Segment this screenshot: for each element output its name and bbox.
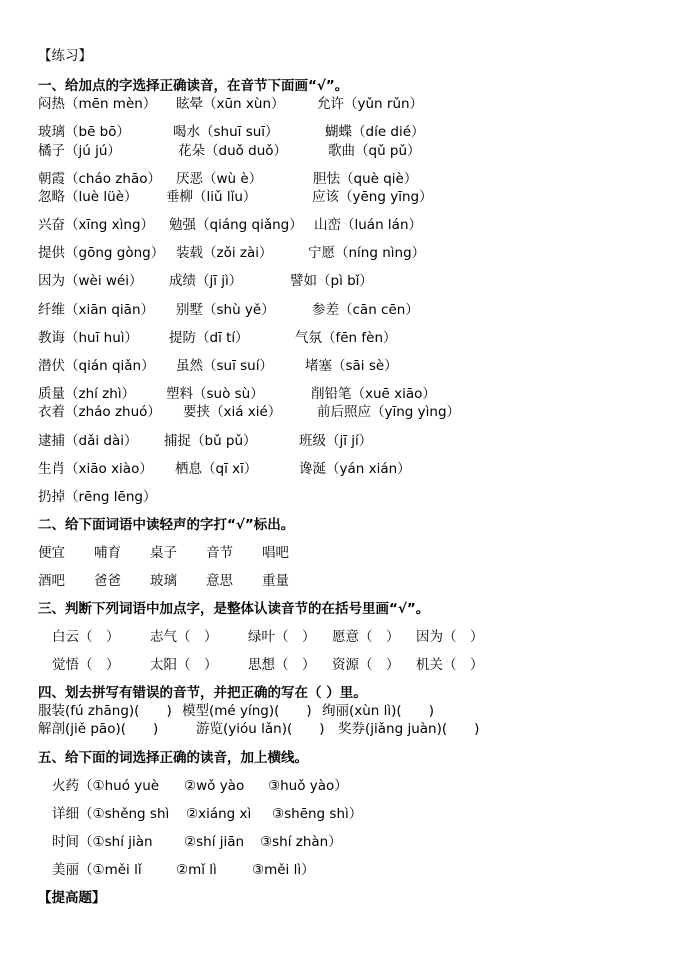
q1-item: 纤维（xiān qiān）	[38, 302, 155, 318]
q2-word: 便宜	[38, 545, 65, 561]
q3-item: 机关（ ）	[416, 657, 484, 673]
q1-item: 花朵（duǒ duǒ）	[178, 143, 288, 159]
q1-item: 要挟（xiá xié）	[183, 404, 282, 420]
q2-word: 音节	[206, 545, 233, 561]
q1-item: 蝴蝶（díe dié）	[325, 124, 425, 140]
q3-item: 太阳（ ）	[150, 657, 218, 673]
q3-item: 资源（ ）	[332, 657, 400, 673]
q1-item: 逮捕（dǎi dài）	[38, 433, 138, 449]
q1-item: 虽然（suī suí）	[176, 358, 273, 374]
q1-item: 扔掉（rēng lēng）	[38, 489, 157, 505]
q1-item: 提防（dī tí）	[169, 330, 249, 346]
q1-item: 应该（yēng yīng）	[312, 189, 433, 205]
q3-item: 白云（ ）	[52, 629, 120, 645]
q1-item: 成绩（jī jì）	[169, 273, 243, 289]
q2-word: 唱吧	[262, 545, 289, 561]
q4-item: 游览(yióu lǎn)( )	[196, 721, 325, 737]
q4-item: 模型(mé yíng)( )	[182, 703, 312, 719]
advanced-tag: 【提高题】	[38, 890, 106, 906]
q2-word: 酒吧	[38, 573, 65, 589]
q1-item: 前后照应（yīng yìng）	[317, 404, 461, 420]
q1-item: 别墅（shù yě）	[176, 302, 275, 318]
q1-item: 眩晕（xūn xùn）	[176, 96, 285, 112]
q1-item: 捕捉（bǔ pǔ）	[164, 433, 257, 449]
q1-item: 譬如（pì bǐ）	[290, 273, 373, 289]
q5-option: ②shí jiān	[184, 834, 245, 850]
q4-item: 绚丽(xùn lì)( )	[322, 703, 434, 719]
q1-item: 参差（cān cēn）	[312, 302, 419, 318]
q2-word: 爸爸	[94, 573, 121, 589]
q1-item: 厌恶（wù è）	[176, 171, 263, 187]
q1-item: 衣着（zháo zhuó）	[38, 404, 161, 420]
q5-option: 时间（①shí jiàn	[52, 834, 153, 850]
q1-title: 一、给加点的字选择正确读音，在音节下面画“√”。	[38, 78, 349, 94]
q1-item: 因为（wèi wéi）	[38, 273, 143, 289]
q5-option: 详细（①shěng shì	[52, 806, 170, 822]
q2-title: 二、给下面词语中读轻声的字打“√”标出。	[38, 517, 295, 533]
q2-word: 桌子	[150, 545, 177, 561]
q3-title: 三、判断下列词语中加点字，是整体认读音节的在括号里画“√”。	[38, 601, 430, 617]
q1-item: 提供（gōng gòng）	[38, 245, 165, 261]
q1-item: 谗涎（yán xián）	[299, 461, 411, 477]
q5-option: ②wǒ yào	[184, 778, 245, 794]
q4-item: 奖券(jiǎng juàn)( )	[338, 721, 480, 737]
q1-item: 塑料（suò sù）	[166, 386, 264, 402]
q2-word: 哺育	[94, 545, 121, 561]
q1-item: 忽略（luè lüè）	[38, 189, 138, 205]
q5-option: 美丽（①měi lǐ	[52, 862, 142, 878]
practice-tag: 【练习】	[38, 48, 92, 64]
q1-item: 胆怯（què qiè）	[313, 171, 418, 187]
q5-option: ②mǐ lì	[176, 862, 217, 878]
q4-item: 服装(fú zhāng)( )	[38, 703, 172, 719]
q3-item: 愿意（ ）	[332, 629, 400, 645]
q1-item: 宁愿（níng nìng）	[308, 245, 426, 261]
q5-option: ③huǒ yào）	[268, 778, 348, 794]
q1-item: 朝霞（cháo zhāo）	[38, 171, 161, 187]
q1-item: 允许（yǔn rǔn）	[317, 96, 424, 112]
q1-item: 质量（zhí zhì）	[38, 386, 136, 402]
q1-item: 喝水（shuī suī）	[173, 124, 279, 140]
q1-item: 生肖（xiāo xiào）	[38, 461, 153, 477]
q3-item: 思想（ ）	[248, 657, 316, 673]
q5-option: ③měi lì）	[252, 862, 315, 878]
q2-word: 意思	[206, 573, 233, 589]
q3-item: 绿叶（ ）	[248, 629, 316, 645]
q1-item: 勉强（qiáng qiǎng）	[169, 217, 303, 233]
q1-item: 山峦（luán lán）	[314, 217, 423, 233]
q1-item: 歌曲（qǔ pǔ）	[328, 143, 421, 159]
q1-item: 班级（jī jí）	[299, 433, 373, 449]
q3-item: 觉悟（ ）	[52, 657, 120, 673]
q1-item: 兴奋（xīng xìng）	[38, 217, 155, 233]
q2-word: 重量	[262, 573, 289, 589]
q5-option: ③shí zhàn）	[260, 834, 342, 850]
q5-option: ②xiáng xì	[186, 806, 252, 822]
q1-item: 气氛（fēn fèn）	[295, 330, 397, 346]
q4-item: 解剖(jiě pāo)( )	[38, 721, 159, 737]
q5-option: 火药（①huó yuè	[52, 778, 160, 794]
q4-title: 四、划去拼写有错误的音节，并把正确的写在（ ）里。	[38, 685, 367, 701]
q1-item: 教诲（huī huì）	[38, 330, 139, 346]
q1-item: 装载（zǒi zài）	[176, 245, 273, 261]
q1-item: 垂柳（liǔ lǐu）	[166, 189, 257, 205]
q1-item: 闷热（mēn mèn）	[38, 96, 157, 112]
q1-item: 削铅笔（xuē xiāo）	[311, 386, 436, 402]
q5-title: 五、给下面的词选择正确的读音，加上横线。	[38, 750, 308, 766]
q1-item: 玻璃（bē bō）	[38, 124, 130, 140]
q2-word: 玻璃	[150, 573, 177, 589]
q3-item: 因为（ ）	[416, 629, 484, 645]
q1-item: 栖息（qī xī）	[175, 461, 258, 477]
q1-item: 潜伏（qián qiǎn）	[38, 358, 155, 374]
q5-option: ③shēng shì）	[272, 806, 363, 822]
q3-item: 志气（ ）	[150, 629, 218, 645]
q1-item: 堵塞（sāi sè）	[305, 358, 398, 374]
q1-item: 橘子（jú jú）	[38, 143, 121, 159]
